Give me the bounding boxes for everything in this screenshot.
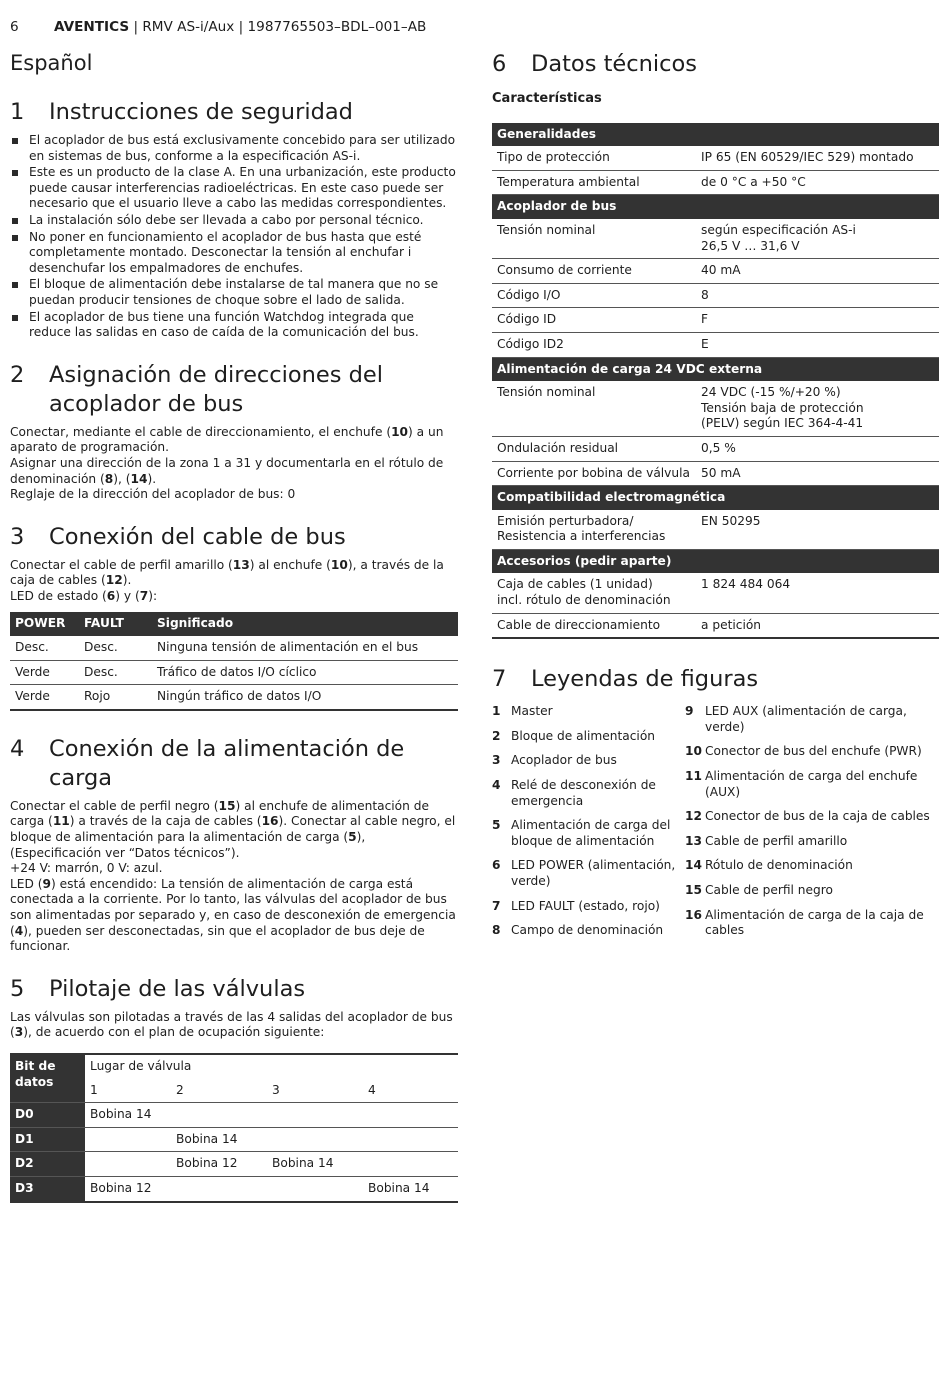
list-item: El acoplador de bus está exclusivamente concebido para ser utilizado en sistemas de bus, conforme a la especificación AS-i.: [10, 133, 458, 164]
legend-number: 4: [492, 778, 501, 793]
list-item: La instalación sólo debe ser llevada a cabo por personal técnico.: [10, 213, 458, 229]
property-value: 24 VDC (-15 %/+20 %) Tensión baja de protección (PELV) según IEC 364-4-41: [696, 381, 939, 436]
legend-number: 10: [685, 744, 702, 759]
legend-text: Conector de bus del enchufe (PWR): [705, 744, 922, 759]
corner-header: Bit de datos: [10, 1054, 85, 1103]
led-status-table: [10, 612, 458, 710]
legend-number: 15: [685, 883, 702, 897]
section-bus-cable: [10, 523, 458, 711]
table-row: [492, 283, 939, 308]
table-row: [492, 573, 939, 613]
legend-item: [685, 834, 939, 850]
paragraph: +24 V: marrón, 0 V: azul.: [10, 861, 163, 876]
legend-item: [685, 883, 939, 899]
page-header: [10, 20, 426, 36]
legend-item: [685, 809, 939, 825]
section-safety: [10, 98, 458, 341]
legend-text: Cable de perfil negro: [705, 883, 833, 897]
technical-data-table: [492, 123, 939, 640]
legend-item: [492, 729, 685, 745]
legend-text: Relé de desconexión de emergencia: [511, 778, 656, 808]
legend-number: 3: [492, 753, 501, 768]
legend-item: [685, 704, 939, 735]
page-number: 6: [10, 19, 19, 35]
legend-number: 14: [685, 858, 702, 873]
property-name: Consumo de corriente: [492, 259, 696, 284]
section-heading: 7 Leyendas de figuras: [492, 666, 759, 693]
legend-text: LED AUX (alimentación de carga, verde): [705, 704, 907, 734]
paragraph: Las válvulas son pilotadas a través de las 4 salidas del acoplador de bus (3), de acuerdo con el plan de ocupación siguiente:: [10, 1009, 453, 1040]
legend-text: Acoplador de bus: [511, 753, 617, 768]
right-column: [492, 50, 939, 968]
property-name: Tensión nominal: [492, 219, 696, 259]
property-value: 1 824 484 064: [696, 573, 939, 613]
column-header: FAULT: [79, 612, 152, 636]
property-value: según especificación AS-i 26,5 V … 31,6 V: [696, 219, 939, 259]
paragraph: Conectar el cable de perfil negro (15) al enchufe de alimentación de carga (11) a través de la caja de cables (16). Conectar al cable negro, el bloque de alimentación para la alimentación de carga (5), (Especificación ver “Datos técnicos”).: [10, 798, 456, 860]
list-item: El bloque de alimentación debe instalarse de tal manera que no se puedan producir tensiones de choque sobre el lado de salida.: [10, 277, 458, 308]
column-header: 3: [267, 1079, 363, 1103]
group-header-row: [492, 123, 939, 147]
legend-item: [492, 753, 685, 769]
legend-number: 7: [492, 898, 501, 913]
legend-item: [492, 704, 685, 720]
subsection-heading: Características: [492, 91, 602, 106]
bullet-icon: [12, 235, 18, 241]
legend-item: [492, 858, 685, 889]
bullet-icon: [12, 138, 18, 144]
legend-number: 1: [492, 704, 501, 719]
bullet-icon: [12, 170, 18, 176]
group-header: Alimentación de carga 24 VDC externa: [492, 357, 939, 381]
property-value: F: [696, 308, 939, 333]
table-row: D3 Bobina 12 Bobina 14: [10, 1176, 458, 1201]
section-heading: 3 Conexión del cable de bus: [10, 523, 346, 550]
legend-right-column: [685, 704, 939, 948]
paragraph: Asignar una dirección de la zona 1 a 31 y documentarla en el rótulo de denominación (8), (14).: [10, 455, 444, 486]
group-header: Compatibilidad electromagnética: [492, 486, 939, 510]
legend-number: 11: [685, 769, 702, 784]
group-header-row: [492, 357, 939, 381]
table-row: [492, 332, 939, 357]
property-value: 8: [696, 283, 939, 308]
table-row: D1 Bobina 14: [10, 1127, 458, 1152]
property-value: 0,5 %: [696, 436, 939, 461]
figure-legend: [492, 704, 939, 948]
table-row: [492, 308, 939, 333]
table-row: [492, 219, 939, 259]
section-addressing: [10, 361, 458, 503]
column-header: 1: [85, 1079, 171, 1103]
paragraph: Conectar el cable de perfil amarillo (13) al enchufe (10), a través de la caja de cables (12).: [10, 557, 444, 588]
paragraph: Reglaje de la dirección del acoplador de bus: 0: [10, 487, 296, 502]
group-header: Accesorios (pedir aparte): [492, 549, 939, 573]
legend-item: [492, 778, 685, 809]
legend-number: 12: [685, 809, 702, 824]
section-heading: 1 Instrucciones de seguridad: [10, 99, 353, 125]
legend-text: Master: [511, 704, 553, 719]
valve-assignment-table: [10, 1053, 458, 1203]
table-row: D0 Bobina 14: [10, 1103, 458, 1128]
left-column: [10, 50, 458, 1223]
property-name: Caja de cables (1 unidad) incl. rótulo de denominación: [492, 573, 696, 613]
section-heading: 5 Pilotaje de las válvulas: [10, 975, 306, 1002]
group-header: Generalidades: [492, 123, 939, 147]
section-load-supply: [10, 735, 458, 955]
property-name: Temperatura ambiental: [492, 170, 696, 195]
language-label: Español: [10, 51, 93, 75]
legend-item: [685, 744, 939, 760]
legend-number: 16: [685, 907, 702, 922]
property-value: 40 mA: [696, 259, 939, 284]
group-header: Lugar de válvula: [90, 1058, 192, 1073]
table-row: [492, 146, 939, 170]
property-name: Código ID: [492, 308, 696, 333]
list-item: No poner en funcionamiento el acoplador de bus hasta que esté completamente montado. Desconectar la tensión al enchufar i desenchufar los empalmadores de enchufes.: [10, 230, 458, 277]
group-header: Acoplador de bus: [492, 195, 939, 219]
property-value: E: [696, 332, 939, 357]
column-header: POWER: [10, 612, 79, 636]
table-row: [492, 436, 939, 461]
property-name: Emisión perturbadora/ Resistencia a interferencias: [492, 510, 696, 550]
section-heading: 6 Datos técnicos: [492, 51, 697, 77]
legend-number: 9: [685, 704, 694, 719]
property-value: EN 50295: [696, 510, 939, 550]
property-value: de 0 °C a +50 °C: [696, 170, 939, 195]
table-row: [492, 461, 939, 486]
bullet-icon: [12, 218, 18, 224]
legend-text: LED POWER (alimentación, verde): [511, 858, 676, 888]
list-item: Este es un producto de la clase A. En una urbanización, este producto puede causar interferencias radioeléctricas. En este caso puede ser necesario que el usuario lleve a cabo las medidas correspondientes.: [10, 165, 458, 212]
paragraph: LED (9) está encendido: La tensión de alimentación de carga está conectada a la corriente. Por lo tanto, las válvulas del acoplador de bus son alimentadas por separado y, en caso de desconexión de emergencia (4), pueden ser desconectadas, sin que el acoplador de bus deje de funcionar.: [10, 876, 456, 954]
legend-number: 13: [685, 833, 702, 848]
legend-number: 2: [492, 728, 501, 743]
paragraph: Conectar, mediante el cable de direccionamiento, el enchufe (10) a un aparato de programación.: [10, 424, 444, 455]
table-row: D2 Bobina 12 Bobina 14: [10, 1152, 458, 1177]
column-header: 2: [171, 1079, 267, 1103]
table-row: Desc. Desc. Ninguna tensión de alimentación en el bus: [10, 636, 458, 660]
legend-text: Campo de denominación: [511, 923, 664, 938]
legend-item: [492, 818, 685, 849]
legend-text: Conector de bus de la caja de cables: [705, 809, 930, 824]
legend-item: [685, 908, 939, 939]
section-technical-data: [492, 50, 939, 639]
document-reference: | RMV AS-i/Aux | 1987765503–BDL–001–AB: [129, 19, 427, 35]
paragraph: LED de estado (6) y (7):: [10, 588, 158, 603]
column-header: 4: [363, 1079, 458, 1103]
legend-number: 6: [492, 858, 501, 873]
table-row: Verde Desc. Tráfico de datos I/O cíclico: [10, 660, 458, 685]
legend-text: Alimentación de carga de la caja de cables: [705, 907, 924, 938]
group-header-row: [492, 195, 939, 219]
table-row: [492, 613, 939, 638]
table-row: Verde Rojo Ningún tráfico de datos I/O: [10, 685, 458, 710]
section-valve-control: [10, 975, 458, 1203]
legend-item: [685, 858, 939, 874]
property-name: Ondulación residual: [492, 436, 696, 461]
legend-item: [492, 923, 685, 939]
property-name: Código I/O: [492, 283, 696, 308]
property-value: a petición: [696, 613, 939, 638]
property-name: Cable de direccionamiento: [492, 613, 696, 638]
group-header-row: [492, 486, 939, 510]
table-row: [492, 259, 939, 284]
table-row: [492, 381, 939, 436]
legend-text: Rótulo de denominación: [705, 858, 853, 873]
property-value: 50 mA: [696, 461, 939, 486]
table-row: [492, 170, 939, 195]
legend-number: 5: [492, 818, 501, 833]
legend-item: [685, 769, 939, 800]
property-name: Corriente por bobina de válvula: [492, 461, 696, 486]
legend-number: 8: [492, 923, 501, 938]
property-name: Código ID2: [492, 332, 696, 357]
legend-text: Alimentación de carga del enchufe (AUX): [705, 769, 918, 799]
property-name: Tensión nominal: [492, 381, 696, 436]
legend-left-column: [492, 704, 685, 948]
safety-list: [10, 133, 458, 341]
bullet-icon: [12, 282, 18, 288]
legend-item: [492, 899, 685, 915]
column-header: Significado: [152, 612, 458, 636]
section-heading: 2 Asignación de direcciones del acoplador de bus: [10, 361, 384, 417]
bullet-icon: [12, 315, 18, 321]
legend-text: LED FAULT (estado, rojo): [511, 898, 660, 913]
legend-text: Cable de perfil amarillo: [705, 833, 848, 848]
list-item: El acoplador de bus tiene una función Watchdog integrada que reduce las salidas en caso de caída de la comunicación del bus.: [10, 310, 458, 341]
section-figure-legend: [492, 665, 939, 948]
legend-text: Bloque de alimentación: [511, 728, 655, 743]
property-name: Tipo de protección: [492, 146, 696, 170]
table-row: [492, 510, 939, 550]
property-value: IP 65 (EN 60529/IEC 529) montado: [696, 146, 939, 170]
legend-text: Alimentación de carga del bloque de alimentación: [511, 818, 671, 848]
section-heading: 4 Conexión de la alimentación de carga: [10, 735, 405, 791]
group-header-row: [492, 549, 939, 573]
brand-name: AVENTICS: [54, 19, 130, 35]
